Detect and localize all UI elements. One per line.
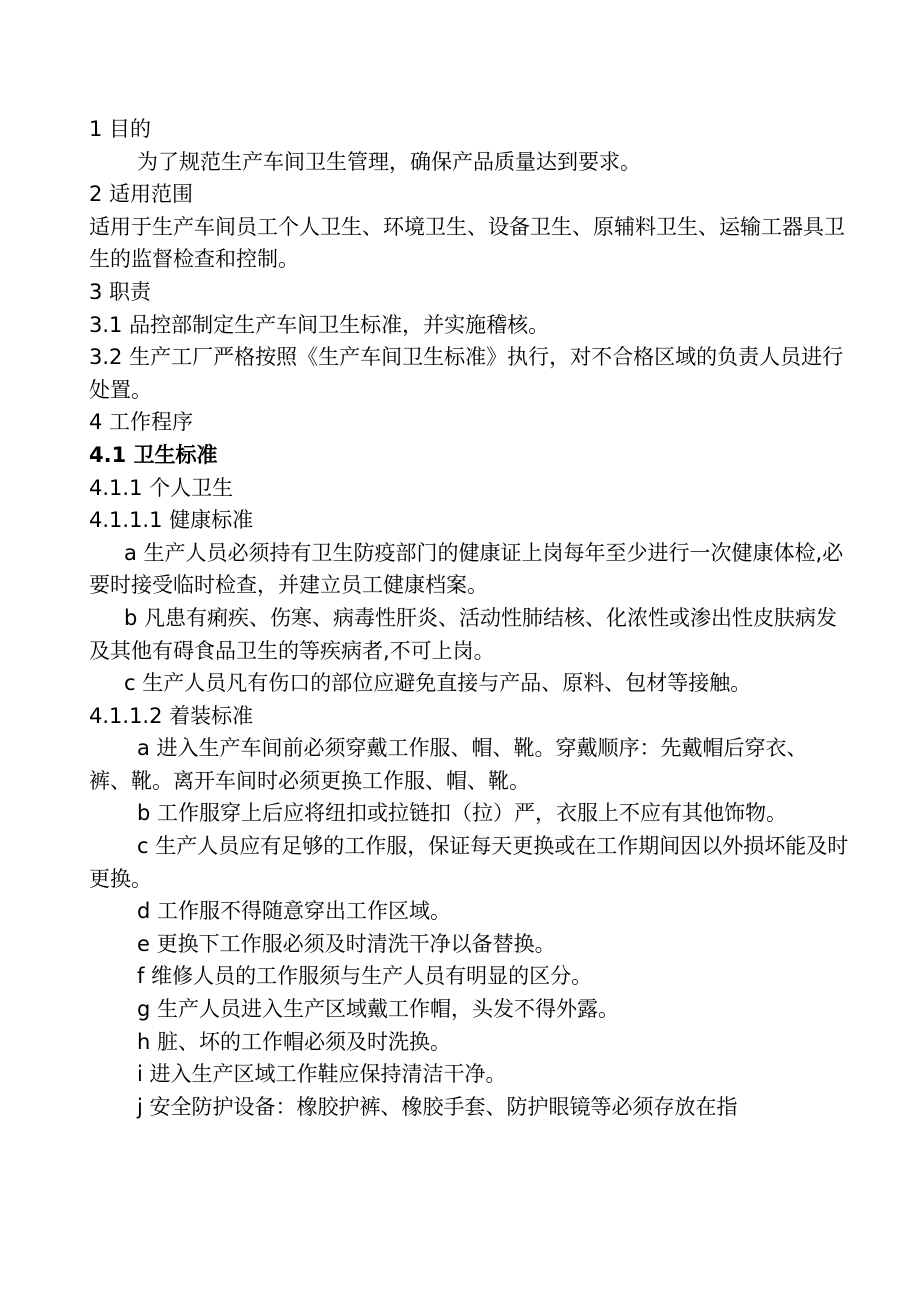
section-3-1: 3.1 品控部制定生产车间卫生标准，并实施稽核。 [89, 312, 550, 337]
section-2-heading: 2 适用范围 [89, 182, 194, 207]
section-1-text: 为了规范生产车间卫生管理，确保产品质量达到要求。 [137, 149, 641, 174]
section-2-text: 适用于生产车间员工个人卫生、环境卫生、设备卫生、原辅料卫生、运输工器具卫生的监督检查和控制。 [89, 214, 845, 272]
dress-item-b: b 工作服穿上后应将纽扣或拉链扣（拉）严，衣服上不应有其他饰物。 [137, 801, 788, 826]
health-item-c: c 生产人员凡有伤口的部位应避免直接与产品、原料、包材等接触。 [124, 671, 752, 696]
health-item-a: a 生产人员必须持有卫生防疫部门的健康证上岗每年至少进行一次健康体检,必要时接受临时检查，并建立员工健康档案。 [89, 540, 844, 598]
dress-item-g: g 生产人员进入生产区域戴工作帽，头发不得外露。 [137, 997, 620, 1022]
health-item-b: b 凡患有痢疾、伤寒、病毒性肝炎、活动性肺结核、化浓性或渗出性皮肤病发及其他有碍食品卫生的等疾病者,不可上岗。 [89, 605, 838, 663]
section-4-heading: 4 工作程序 [89, 410, 194, 435]
dress-item-c: c 生产人员应有足够的工作服，保证每天更换或在工作期间因以外损坏能及时更换。 [89, 834, 849, 891]
dress-item-j: j 安全防护设备：橡胶护裤、橡胶手套、防护眼镜等必须存放在指 [137, 1094, 738, 1119]
section-3-2: 3.2 生产工厂严格按照《生产车间卫生标准》执行，对不合格区域的负责人员进行处置。 [89, 345, 844, 402]
dress-item-d: d 工作服不得随意穿出工作区域。 [137, 899, 452, 924]
section-1-heading: 1 目的 [89, 117, 152, 141]
section-4-1-heading: 4.1 卫生标准 [89, 442, 218, 467]
section-4-1-1-heading: 4.1.1 个人卫生 [89, 475, 234, 500]
section-4-1-1-1-heading: 4.1.1.1 健康标准 [89, 508, 254, 533]
document-page [89, 113, 849, 1123]
section-4-1-1-2-heading: 4.1.1.2 着装标准 [89, 703, 254, 728]
dress-item-a: a 进入生产车间前必须穿戴工作服、帽、靴。穿戴顺序：先戴帽后穿衣、裤、靴。离开车间时必须更换工作服、帽、靴。 [89, 736, 808, 793]
dress-item-f: f 维修人员的工作服须与生产人员有明显的区分。 [137, 964, 593, 989]
section-3-heading: 3 职责 [89, 279, 152, 304]
dress-item-i: i 进入生产区域工作鞋应保持清洁干净。 [137, 1062, 507, 1087]
dress-item-h: h 脏、坏的工作帽必须及时洗换。 [137, 1029, 451, 1054]
dress-item-e: e 更换下工作服必须及时清洗干净以备替换。 [137, 931, 556, 956]
